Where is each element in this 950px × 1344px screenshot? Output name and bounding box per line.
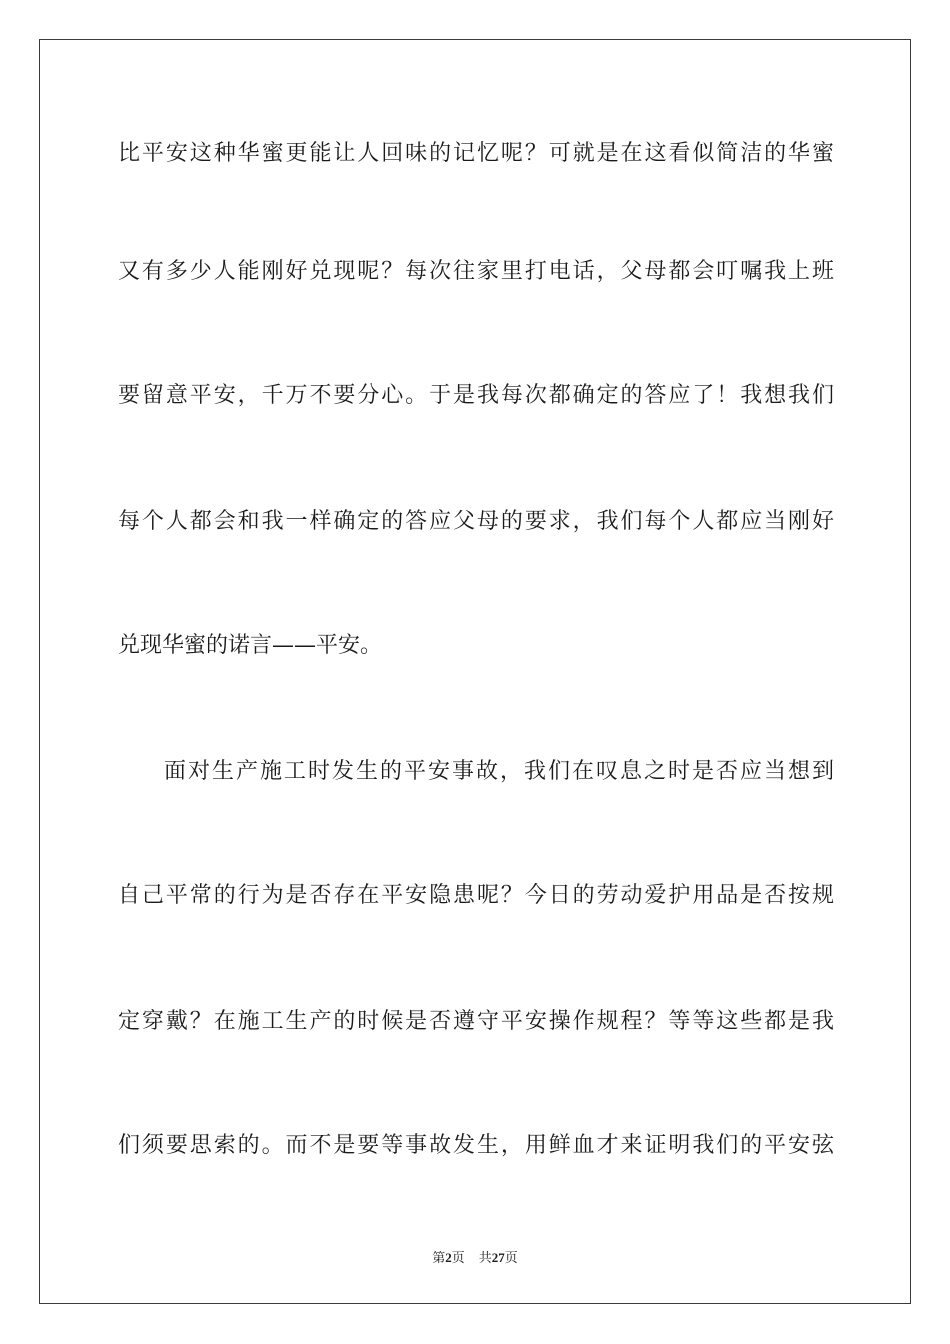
total-suffix: 页 — [504, 1250, 518, 1265]
total-prefix: 共 — [478, 1250, 492, 1265]
total-pages: 27 — [491, 1250, 505, 1265]
page-number: 2 — [445, 1250, 452, 1265]
paragraph-2-line-4: 们须要思索的。而不是要等事故发生，用鲜血才来证明我们的平安弦 — [118, 1133, 834, 1158]
paragraph-2-line-3: 定穿戴？在施工生产的时候是否遵守平安操作规程？等等这些都是我 — [118, 1009, 834, 1034]
paragraph-2-line-1: 面对生产施工时发生的平安事故，我们在叹息之时是否应当想到 — [164, 759, 834, 784]
body-line-2: 又有多少人能刚好兑现呢？每次往家里打电话，父母都会叮嘱我上班 — [118, 259, 834, 284]
page-border — [39, 39, 911, 1304]
body-line-4: 每个人都会和我一样确定的答应父母的要求，我们每个人都应当刚好 — [118, 509, 834, 534]
page-footer — [0, 1247, 950, 1266]
page-suffix: 页 — [451, 1250, 465, 1265]
body-line-5: 兑现华蜜的诺言——平安。 — [118, 633, 383, 658]
page-prefix: 第 — [432, 1250, 446, 1265]
body-line-1: 比平安这种华蜜更能让人回味的记忆呢？可就是在这看似简洁的华蜜 — [118, 141, 834, 166]
paragraph-2-line-2: 自己平常的行为是否存在平安隐患呢？今日的劳动爱护用品是否按规 — [118, 883, 834, 908]
body-line-3: 要留意平安，千万不要分心。于是我每次都确定的答应了！我想我们 — [118, 383, 834, 408]
